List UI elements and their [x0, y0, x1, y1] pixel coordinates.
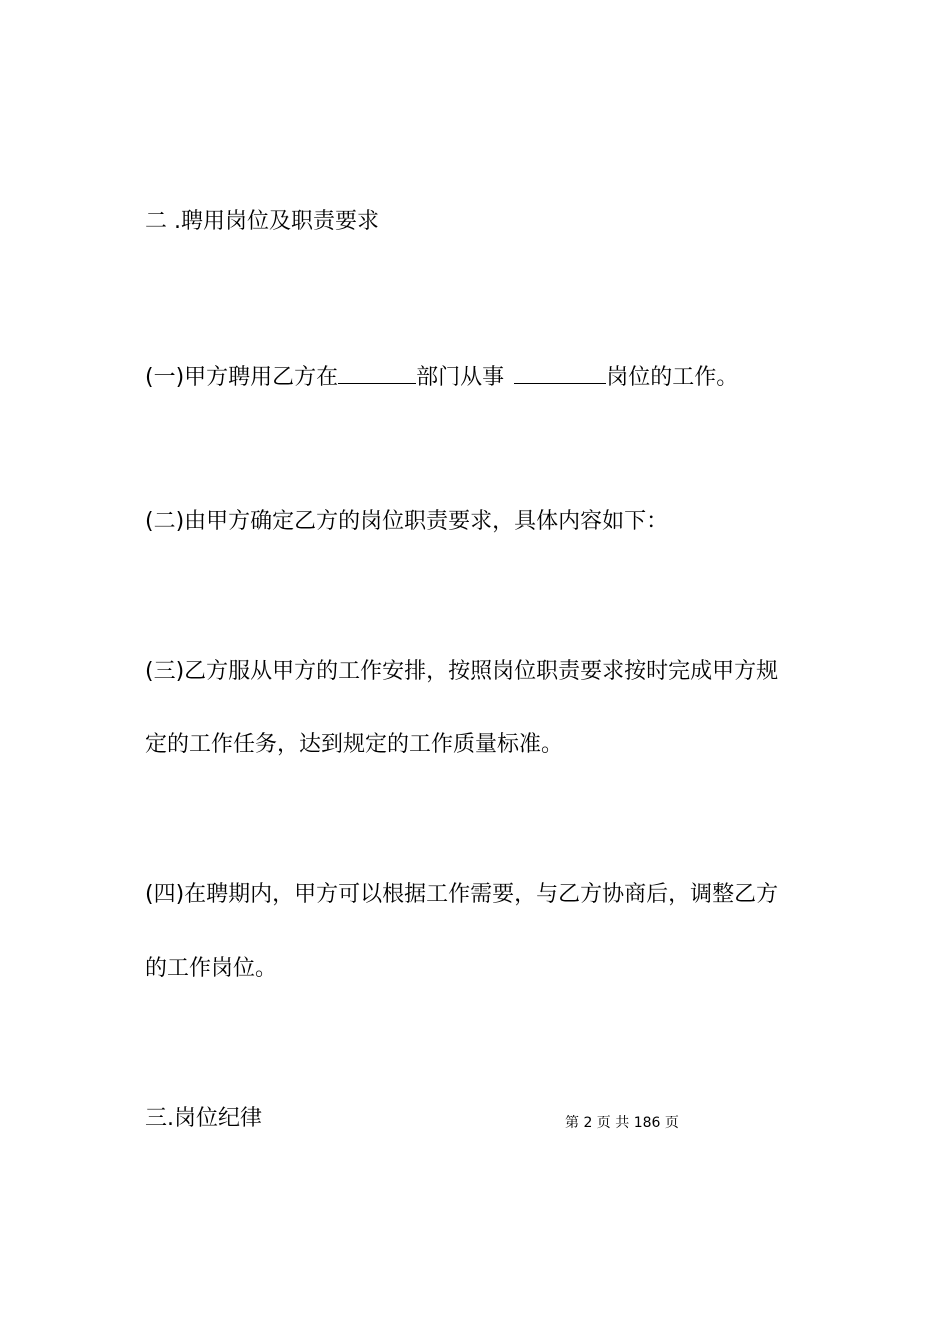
clause-3-line-1: (三)乙方服从甲方的工作安排，按照岗位职责要求按时完成甲方规 — [145, 659, 779, 684]
clause-4-line-2: 的工作岗位。 — [145, 956, 278, 981]
clause-3-line-2: 定的工作任务，达到规定的工作质量标准。 — [145, 732, 564, 757]
clause-1-text-end: 岗位的工作。 — [606, 365, 739, 390]
clause-1-text-start: (一)甲方聘用乙方在 — [145, 365, 339, 390]
clause-4-line-1: (四)在聘期内，甲方可以根据工作需要，与乙方协商后，调整乙方 — [145, 882, 779, 907]
position-blank — [514, 361, 606, 384]
clause-1-text-middle: 部门从事 — [416, 365, 505, 390]
section-3-heading: 三.岗位纪律 — [145, 1106, 262, 1131]
page-number-footer: 第 2 页 共 186 页 — [565, 1115, 679, 1131]
department-blank — [338, 361, 416, 384]
clause-2: (二)由甲方确定乙方的岗位职责要求，具体内容如下： — [145, 509, 669, 534]
section-2-heading: 二 .聘用岗位及职责要求 — [145, 209, 379, 234]
clause-1 — [145, 361, 738, 392]
